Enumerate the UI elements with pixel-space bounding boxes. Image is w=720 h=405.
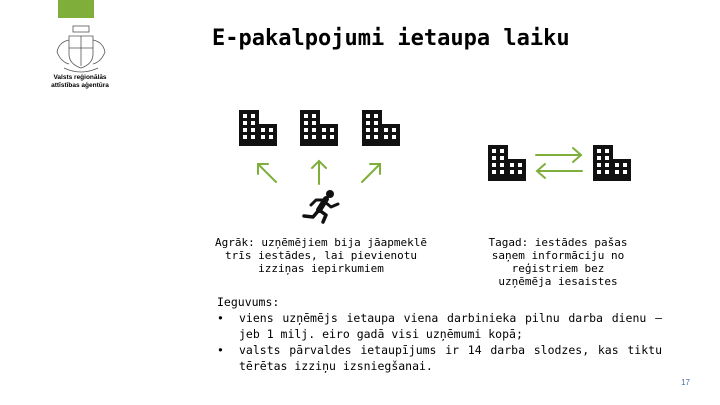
caption-before: Agrāk: uzņēmējiem bija jāapmeklē trīs iestādes, lai pievienotu izziņas iepirkumiem xyxy=(215,236,427,275)
bullet-glyph: • xyxy=(217,311,224,325)
building-icon xyxy=(591,143,633,183)
benefits-section xyxy=(217,294,662,374)
benefit-item-2: valsts pārvaldes ietaupījums ir 14 darba slodzes, kas tiktu tērētas izziņu izsniegšanai. xyxy=(239,343,662,373)
arrow-up-left-icon xyxy=(254,160,280,186)
arrow-up-icon xyxy=(308,158,330,186)
building-icon xyxy=(360,108,402,148)
logo-text-line1: Valsts reģionālās xyxy=(53,74,107,81)
logo-text-line2: attīstības aģentūra xyxy=(51,82,109,89)
two-way-arrows-icon xyxy=(533,146,585,180)
building-icon xyxy=(298,108,340,148)
page-number: 17 xyxy=(681,378,690,387)
list-item xyxy=(217,342,662,374)
slide-title: E-pakalpojumi ietaupa laiku xyxy=(212,26,570,51)
caption-now: Tagad: iestādes pašas saņem informāciju no reģistriem bez uzņēmēja iesaistes xyxy=(488,236,628,288)
bullet-glyph: • xyxy=(217,343,224,357)
benefits-heading: Ieguvums: xyxy=(217,295,280,309)
green-header-bar xyxy=(58,0,94,18)
building-icon xyxy=(237,108,279,148)
logo-text xyxy=(30,74,130,90)
arrow-up-right-icon xyxy=(358,160,384,186)
running-person-icon xyxy=(300,188,344,224)
list-item xyxy=(217,310,662,342)
benefit-item-1: viens uzņēmējs ietaupa viena darbinieka pilnu darba dienu – jeb 1 milj. eiro gadā visi uzņēmumi kopā; xyxy=(239,311,662,341)
building-icon xyxy=(486,143,528,183)
